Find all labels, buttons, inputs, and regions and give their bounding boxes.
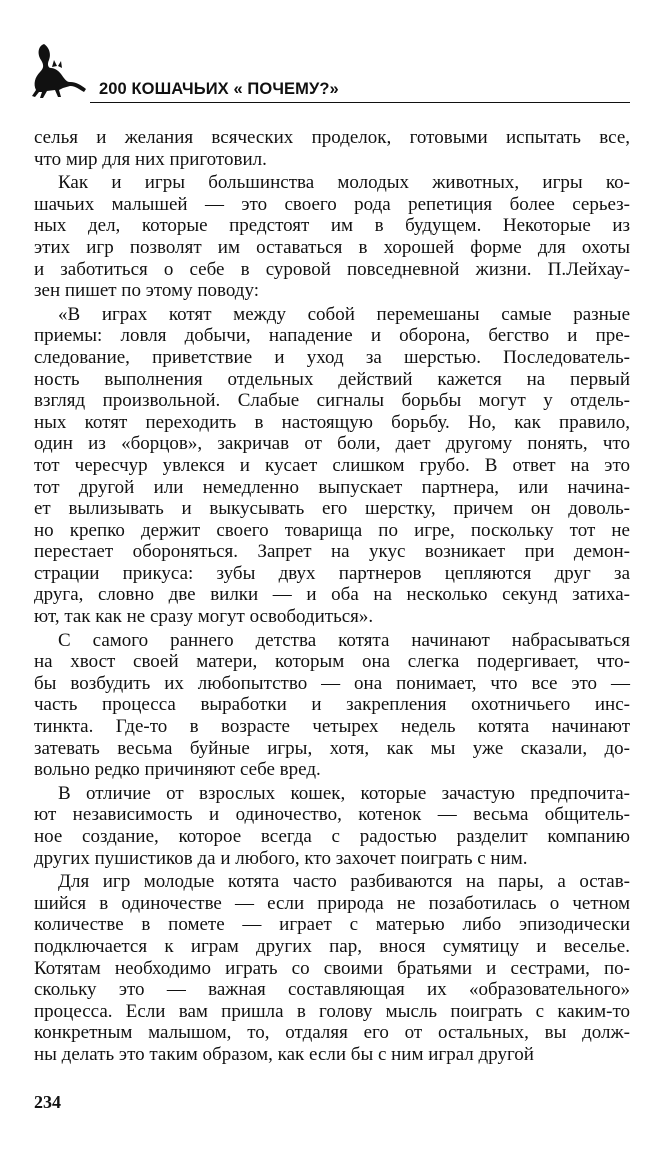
text-line: селья и желания всяческих проделок, готовыми испытать все, xyxy=(34,127,630,148)
text-line: друга, словно две вилки — и оба на несколько секунд затиха- xyxy=(34,584,630,606)
text-line: тинкта. Где-то в возрасте четырех недель котята начинают xyxy=(34,716,630,738)
page-body xyxy=(34,127,630,1066)
text-line: часть процесса выработки и закрепления охотничьего инс- xyxy=(34,694,630,716)
text-line: шачьих малышей — это своего рода репетиция более серьез- xyxy=(34,193,630,215)
text-line: ных дел, которые предстоят им в будущем. Некоторые из xyxy=(34,215,630,237)
text-line: ность выполнения отдельных действий кажется на первый xyxy=(34,368,630,390)
header-title: 200 КОШАЧЬИХ « ПОЧЕМУ?» xyxy=(99,80,339,98)
text-line: «В играх котят между собой перемешаны самые разные xyxy=(58,303,630,325)
paragraph xyxy=(34,172,630,302)
text-line: один из «борцов», закричав от боли, дает другому понять, что xyxy=(34,433,630,455)
text-line: ное создание, которое всегда с радостью разделит компанию xyxy=(34,826,630,847)
text-line: этих игр позволят им оставаться в хорошей форме для охоты xyxy=(34,236,630,258)
text-line: ет вылизывать и выкусывать его шерстку, причем он доволь- xyxy=(34,498,630,520)
text-line: С самого раннего детства котята начинают набрасываться xyxy=(58,629,630,651)
paragraph xyxy=(34,127,630,170)
text-line: конкретным малышом, то, отдаляя его от остальных, вы долж- xyxy=(34,1022,630,1044)
cat-silhouette-icon xyxy=(28,40,90,106)
page-number: 234 xyxy=(34,1092,61,1112)
text-line: подключается к играм других пар, внося сумятицу и веселье. xyxy=(34,935,630,957)
text-line: страции прикуса: зубы двух партнеров цепляются друг за xyxy=(34,562,630,584)
text-line: ют, так как не сразу могут освободиться». xyxy=(34,606,374,628)
text-line: бы возбудить их любопытство — она понимает, что все это — xyxy=(34,672,630,694)
text-line: тот другой или немедленно выпускает партнера, или начина- xyxy=(34,476,630,498)
text-line: вольно редко причиняют себе вред. xyxy=(34,759,321,781)
header-rule xyxy=(90,102,630,103)
text-line: скольку это — важная составляющая их «образовательного» xyxy=(34,979,630,1001)
text-line: Котятам необходимо играть со своими братьями и сестрами, по- xyxy=(34,957,630,979)
paragraph xyxy=(34,871,630,1065)
text-line: что мир для них приготовил. xyxy=(34,148,267,170)
text-line: В отличие от взрослых кошек, которые зачастую предпочита- xyxy=(58,782,630,804)
text-line: шийся в одиночестве — если природа не позаботилась о четном xyxy=(34,892,630,914)
text-line: Для игр молодые котята часто разбиваются на пары, а остав- xyxy=(58,871,630,893)
paragraph xyxy=(34,630,630,781)
text-line: процесса. Если вам пришла в голову мысль поиграть с каким-то xyxy=(34,1000,630,1022)
text-line: ны делать это таким образом, как если бы с ним играл другой xyxy=(34,1043,534,1065)
text-line: ют независимость и одиночество, котенок — весьма общитель- xyxy=(34,804,630,826)
text-line: приемы: ловля добычи, нападение и оборона, бегство и пре- xyxy=(34,325,630,347)
text-line: ных котят переходить в настоящую борьбу. Но, как правило, xyxy=(34,411,630,433)
text-line: на хвост своей матери, которым она слегка подергивает, что- xyxy=(34,651,630,673)
text-line: и заботиться о себе в суровой повседневной жизни. П.Лейхау- xyxy=(34,258,630,280)
paragraph xyxy=(34,304,630,628)
text-line: перестает обороняться. Запрет на укус возникает при демон- xyxy=(34,541,630,563)
text-line: зен пишет по этому поводу: xyxy=(34,280,260,302)
running-header xyxy=(28,40,628,106)
text-line: но крепко держит своего товарища по игре, поскольку тот не xyxy=(34,519,630,541)
text-line: Как и игры большинства молодых животных, игры ко- xyxy=(58,172,630,194)
text-line: других пушистиков да и любого, кто захочет поиграть с ним. xyxy=(34,847,528,869)
text-line: тот чересчур увлекся и кусает слишком грубо. В ответ на это xyxy=(34,454,630,476)
text-line: затевать весьма буйные игры, хотя, как мы уже сказали, до- xyxy=(34,737,630,759)
text-line: взгляд произвольной. Слабые сигналы борьбы могут у отдель- xyxy=(34,390,630,412)
paragraph xyxy=(34,783,630,869)
text-line: количестве в помете — играет с матерью либо эпизодически xyxy=(34,914,630,936)
text-line: следование, приветствие и уход за шерстью. Последователь- xyxy=(34,346,630,368)
